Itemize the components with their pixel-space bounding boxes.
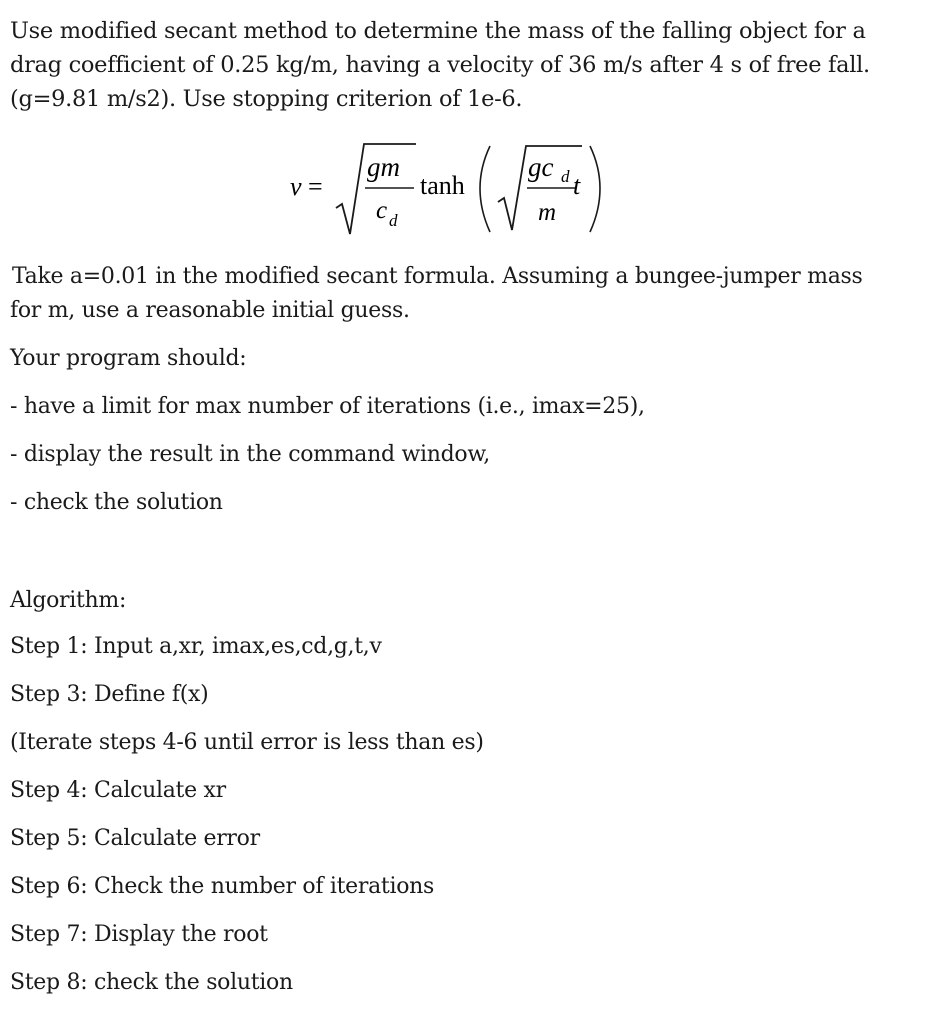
note-line-2: for m, use a reasonable initial guess. bbox=[10, 298, 410, 323]
formula-cd-d: d bbox=[389, 211, 398, 230]
left-paren bbox=[480, 146, 490, 232]
formula-m: m bbox=[538, 199, 557, 226]
problem-line-2: drag coefficient of 0.25 kg/m, having a velocity of 36 m/s after 4 s of free fall. bbox=[10, 52, 870, 78]
requirement-item: - have a limit for max number of iterations (i.e., imax=25), bbox=[10, 394, 645, 419]
algorithm-step: Step 7: Display the root bbox=[10, 922, 268, 947]
algorithm-step: Step 8: check the solution bbox=[10, 970, 293, 995]
algorithm-heading: Algorithm: bbox=[10, 588, 127, 613]
formula-gm: gm bbox=[367, 152, 400, 182]
velocity-formula-graphic bbox=[270, 130, 630, 240]
formula-v: v bbox=[290, 172, 302, 201]
algorithm-step: (Iterate steps 4-6 until error is less than es) bbox=[10, 730, 484, 755]
right-paren bbox=[590, 146, 600, 232]
requirement-item: - check the solution bbox=[10, 490, 223, 515]
algorithm-step: Step 4: Calculate xr bbox=[10, 778, 226, 803]
requirement-item: - display the result in the command window, bbox=[10, 442, 490, 467]
requirements-heading: Your program should: bbox=[10, 346, 247, 371]
problem-line-3: (g=9.81 m/s2). Use stopping criterion of 1e-6. bbox=[10, 86, 523, 112]
formula-t: t bbox=[573, 171, 581, 200]
velocity-formula bbox=[270, 130, 630, 240]
algorithm-step: Step 3: Define f(x) bbox=[10, 682, 209, 707]
formula-cd-c: c bbox=[376, 197, 388, 224]
problem-line-1: Use modified secant method to determine the mass of the falling object for a bbox=[10, 18, 866, 44]
formula-gc: gc bbox=[528, 152, 554, 182]
formula-gc-d: d bbox=[561, 167, 570, 186]
formula-equals: = bbox=[308, 172, 323, 201]
note-line-1: Take a=0.01 in the modified secant formula. Assuming a bungee-jumper mass bbox=[12, 264, 863, 289]
formula-tanh: tanh bbox=[420, 171, 465, 200]
algorithm-step: Step 6: Check the number of iterations bbox=[10, 874, 435, 899]
algorithm-step: Step 5: Calculate error bbox=[10, 826, 260, 851]
algorithm-step: Step 1: Input a,xr, imax,es,cd,g,t,v bbox=[10, 634, 382, 659]
